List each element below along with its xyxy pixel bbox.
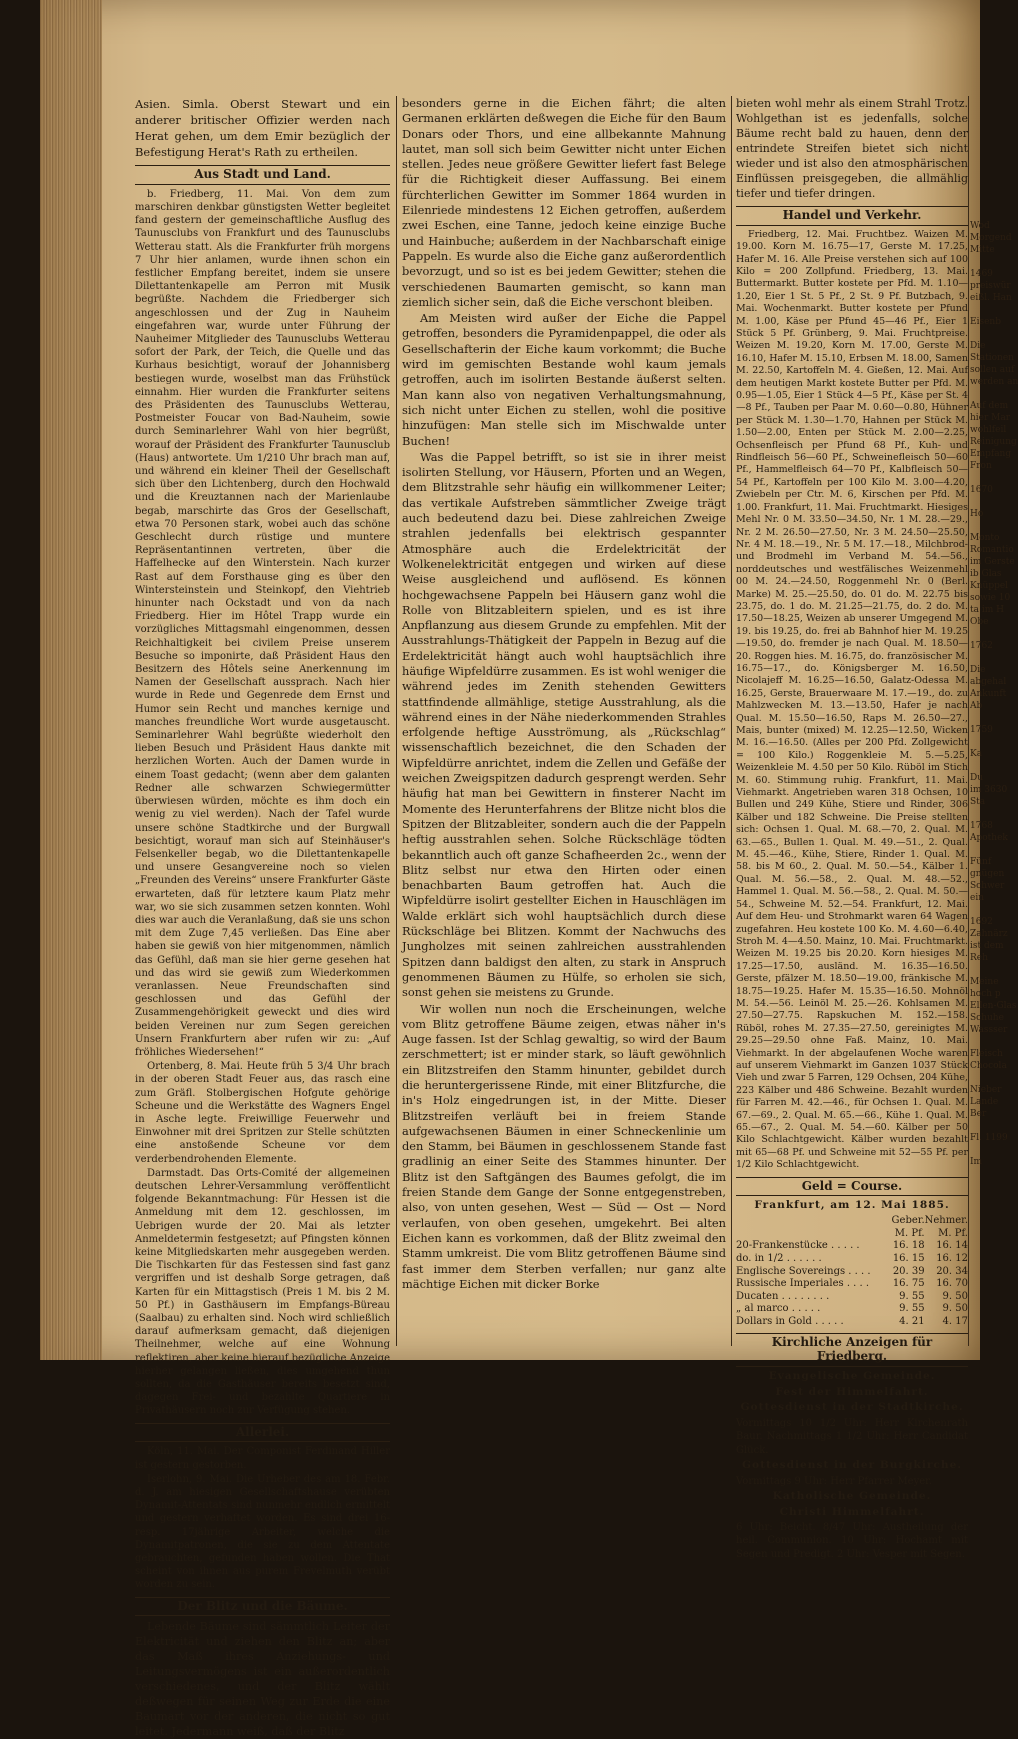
exchange-rates-table	[736, 1215, 968, 1328]
church-subheading: Evangelische Gemeinde.	[768, 1369, 936, 1382]
fragment-text	[970, 964, 992, 976]
fragment-text: Reh	[970, 953, 988, 963]
coin-name: Dollars in Gold . . . . .	[736, 1315, 844, 1327]
fragment-text: Nieber	[970, 1085, 1002, 1095]
fragment-text	[970, 256, 992, 268]
fragment-text: wohlfeil	[970, 425, 1007, 435]
fragment-text: gnügen	[970, 869, 1005, 879]
fragment-text	[970, 472, 992, 484]
fragment-text: ib Glas	[970, 569, 1002, 579]
rates-date: Frankfurt, am 12. Mai 1885.	[754, 1199, 950, 1212]
coin-name: Englische Sovereings . . . .	[736, 1265, 871, 1277]
fragment-text: Wassser	[970, 1025, 1008, 1035]
fragment-text: Zahnärz	[970, 929, 1008, 939]
service-heading: Gottesdienst in der Burgkirche.	[741, 1458, 963, 1471]
buy-rate: 16. 18	[892, 1240, 925, 1252]
fragment-text	[970, 1120, 992, 1132]
church-feast: Christi Himmelfahrt.	[779, 1505, 925, 1518]
fragment-text: Ber	[970, 1109, 987, 1119]
service-times: 6 Uhr: Beicht. 8/47 Uhr: Austheilung der heil. Communion. 10 Uhr: Hochamt mit Segen und Predigt. 2 Uhr: Vesper mit Segen.	[736, 1522, 968, 1560]
column-divider	[731, 96, 732, 1346]
service-times: Vormittags 9 Uhr: Herr Pfarrer Meyer.	[736, 1475, 933, 1487]
fragment-text: Romantio	[970, 545, 1014, 555]
service-heading: Gottesdienst in der Stadtkirche.	[740, 1401, 964, 1414]
section-heading: Handel und Verkehr.	[736, 206, 968, 226]
article-paragraph: Ortenberg, 8. Mai. Heute früh 5 3/4 Uhr brach in der oberen Stadt Feuer aus, das rasch eine zum Gräfl. Stolbergischen Hofgute gehörige Scheune und die Werkstätte des Wagners Engel in Asche legte. Freiwillige Feuerwehr und Einwohner mit drei Spritzen zur Stelle schützten eine anstoßende Scheune vor dem verderbendrohenden Elemente.	[135, 1061, 390, 1165]
column-divider	[396, 96, 397, 1346]
fragment-text: sollen auf	[970, 365, 1015, 375]
fragment-text: ta im H	[970, 605, 1004, 615]
fragment-text: Eisenb	[970, 317, 1001, 327]
fragment-text	[970, 304, 992, 316]
sell-rate: 16. 70	[936, 1278, 968, 1290]
fragment-text: Apothek	[970, 833, 1008, 843]
buy-rate: 9. 55	[899, 1290, 925, 1302]
fragment-text: Fleisch	[970, 1049, 1003, 1059]
fragment-text	[970, 1144, 992, 1156]
fragment-text	[970, 736, 992, 748]
article-paragraph: b. Friedberg, 11. Mai. Von dem zum marschiren denkbar günstigsten Wetter begleitet fand gestern der gemeinschaftliche Ausflug des Taunusclubs von Frankfurt und des Taunusclubs Wetterau statt. Als die Frankfurter früh morgens 7 Uhr hier anlamen, wurde ihnen schon ein festlicher Empfang bereitet, indem sie unsere Dilettantenkapelle am Perron mit Musik begrüßte. Nachdem die Friedberger sich angeschlossen und der Zug in Nauheim eingefahren war, wurde unter Führung der Nauheimer Mitglieder des Taunusclubs Wetterau sofort der Park, der Teich, die Quelle und das Kurhaus besichtigt, worauf der Johannisberg bestiegen wurde, woselbst man das Frühstück einnahm. Hier wurden die Frankfurter seitens des Präsidenten des Taunusclubs Wetterau, Postmeister Foucar von Bad-Nauheim, sowie durch Seminarlehrer Wahl von hier begrüßt, worauf der Präsident des Frankfurter Taunusclub (Haus) antwortete. Um 1/210 Uhr brach man auf, und während ein kleiner Theil der Gesellschaft sich über den Lichtenberg, durch den Hochwald und die Kreuztannen nach der Marienlaube begab, marschirte das Gros der Gesellschaft, etwa 70 Personen stark, wobei auch das schöne Geschlecht durch rüstige und muntere Repräsentantinnen vertreten, über die Haffelhecke auf den Winterstein. Nach kurzer Rast auf dem Forsthause ging es über den Wintersteinstein und Steinkopf, den Viehtrieb hinunter nach Ockstadt und von da nach Friedberg. Hier im Hôtel Trapp wurde ein vorzügliches Mittagsmahl eingenommen, dessen Reichhaltigkeit bei civilem Preise unserem Besuche so imponirte, daß Präsident Haus den Besitzern des Hôtels seine Anerkennung im Namen der Gesellschaft aussprach. Nach hier wurde in Rede und Gegenrede dem Ernst und Humor sein Recht und manches kernige und manches freundliche Wort wurde ausgetauscht. Seminarlehrer Wahl begrüßte wiederholt den lieben Besuch und Präsident Haus dankte mit herzlichen Worten. Auch der Damen wurde in einem Toast gedacht; (wenn aber dem galanten Redner alle schwarzen Schwiegermütter überwiesen würden, möchte es ihm doch ein wenig zu viel werden). Nach der Tafel wurde unsere schöne Stadtkirche und der Burgwall besichtigt, worauf man sich auf Steinhäuser's Felsenkeller begab, wo die Dilettantenkapelle und unsere Gesangvereine noch so vielen „Freunden des Vereins“ unsere Frankfurter Gäste erwarteten, daß für letztere kaum Platz mehr war, wo sie sich zusammen setzen konnten. Wohl dies war auch die Veranlaßung, daß sie uns schon mit dem Zuge 7,45 verließen. Das Eine aber haben sie gewiß von hier mitgenommen, nämlich das Gefühl, daß man sie hier gerne gesehen hat und das wird sie gewiß zum Wiederkommen veranlassen. Neue Freundschaften sind geschlossen und das Gefühl der Zusammengehörigkeit geweckt und dies wird beiden Vereinen nur zum Segen gereichen Unsern Frankfurtern aber rufen wir zu: „Auf fröhliches Wiedersehen!“	[135, 188, 390, 1058]
fragment-text	[970, 808, 992, 820]
fragment-text	[970, 520, 992, 532]
fragment-text: Schwer	[970, 881, 1005, 891]
next-page-edge-fragments	[970, 220, 1018, 1280]
coin-name: Russische Imperiales . . . .	[736, 1278, 870, 1290]
fragment-text: 1768	[970, 821, 993, 831]
table-unit-row	[736, 1228, 968, 1241]
column-header: Geber.	[891, 1215, 925, 1227]
buy-rate: 9. 55	[899, 1303, 925, 1315]
fragment-text: Wod	[970, 221, 990, 231]
sell-rate: 20. 34	[936, 1265, 968, 1277]
fragment-text: Ellen-Glas	[970, 1001, 1017, 1011]
column-unit: M. Pf.	[938, 1227, 968, 1239]
fragment-text: sowie 10	[970, 593, 1011, 603]
table-row	[736, 1291, 968, 1304]
fragment-text	[970, 1036, 992, 1048]
fragment-text	[970, 628, 992, 640]
fragment-text	[970, 760, 992, 772]
market-report: Friedberg, 12. Mai. Fruchtbez. Waizen M. 19.00. Korn M. 16.75—17, Gerste M. 17.25, Hafer M. 16. Alle Preise verstehen sich auf 100 Kilo = 200 Zollpfund. Friedberg, 13. Mai. Buttermarkt. Butter kostete per Pfd. M. 1.10—1.20, Eier 1 St. 5 Pf., 2 St. 9 Pf. Butzbach, 9. Mai. Wochenmarkt. Butter kostete per Pfund M. 1.00, Käse per Pfund 45—46 Pf., Eier 1 Stück 5 Pf. Grünberg, 9. Mai. Fruchtpreise. Weizen M. 19.20, Korn M. 17.00, Gerste M. 16.10, Hafer M. 15.10, Erbsen M. 18.00, Samen M. 22.50, Kartoffeln M. 4. Gießen, 12. Mai. Auf dem heutigen Markt kostete Butter per Pfd. M. 0.95—1.05, Eier 1 Stück 4—5 Pf., Käse per St. 4—8 Pf., Tauben per Paar M. 0.60—0.80, Hühner per Stück M. 1.30—1.70, Hahnen per Stück M. 1.50—2.00, Enten per Stück M. 2.00—2.25, Ochsenfleisch per Pfund 68 Pf., Kuh- und Rindfleisch 56—60 Pf., Schweinefleisch 50—60 Pf., Hammelfleisch 64—70 Pf., Kalbfleisch 50—54 Pf., Kartoffeln per 100 Kilo M. 3.00—4.20, Zwiebeln per Ctr. M. 6, Kirschen per Pfd. M. 1.00. Frankfurt, 11. Mai. Fruchtmarkt. Hiesiges Mehl Nr. 0 M. 33.50—34.50, Nr. 1 M. 28.—29., Nr. 2 M. 26.50—27.50, Nr. 3 M. 24.50—25.50, Nr. 4 M. 18.—19., Nr. 5 M. 17.—18., Milchbrod- und Brodmehl im Verband M. 54.—56., norddeutsches und westfälisches Weizenmehl 00 M. 24.—24.50, Roggenmehl Nr. 0 (Berl. Marke) M. 25.—25.50, do. 01 do. M. 22.75 bis 23.75, do. 1 do. M. 21.25—21.75, do. 2 do. M. 17.50—18.25, Weizen ab unserer Umgegend M. 19. bis 19.25, do. frei ab Bahnhof hier M. 19.25—19.50, do. fremder je nach Qual. M. 18.50—20. Roggen hies. M. 16.75, do. französischer M. 16.75—17., do. Königsberger M. 16.50, Nicolajeff M. 16.25—16.50, Galatz-Odessa M. 16.25, Gerste, Brauerwaare M. 17.—19., do. zu Mahlzwecken M. 13.—13.50, Hafer je nach Qual. M. 15.50—16.50, Raps M. 26.50—27., Mais, bunter (mixed) M. 12.25—12.50, Wicken M. 16.—16.50. (Alles per 200 Pfd. Zollgewicht = 100 Kilo.) Roggenkleie M. 5.—5.25, Weizenkleie M. 4.50 per 50 Kilo. Rüböl im Stich M. 60. Stimmung ruhig. Frankfurt, 11. Mai. Viehmarkt. Angetrieben waren 318 Ochsen, 10 Bullen und 249 Kühe, Stiere und Rinder, 306 Kälber und 182 Schweine. Die Preise stellten sich: Ochsen 1. Qual. M. 68.—70, 2. Qual. M. 63.—65., Bullen 1. Qual. M. 49.—51., 2. Qual. M. 45.—46., Kühe, Stiere, Rinder 1. Qual. M. 58. bis M 60., 2. Qual. M. 50.—54., Kälber 1. Qual. M. 56.—58., 2. Qual. M. 48.—52., Hammel 1. Qual. M. 56.—58., 2. Qual. M. 50.—54., Schweine M. 52.—54. Frankfurt, 12. Mai. Auf dem Heu- und Strohmarkt waren 64 Wagen zugefahren. Heu kostete 100 Ko. M. 4.60—6.40, Stroh M. 4—4.50. Mainz, 10. Mai. Fruchtmarkt. Weizen M. 19.25 bis 20.20. Korn hiesiges M. 17.25—17.50, ausländ. M. 16.35—16.50. Gerste, pfälzer M. 18.50—19.00, fränkische M. 18.75—19.25. Hafer M. 15.35—16.50. Mohnöl M. 54.—56. Leinöl M. 25.—26. Kohlsamen M. 27.50—27.75. Rapskuchen M. 152.—158. Rüböl, rohes M. 27.35—27.50, gereinigtes M. 29.25—29.50 ohne Faß. Mainz, 10. Mai. Viehmarkt. In der abgelaufenen Woche waren auf unserem Viehmarkt im Ganzen 1037 Stück Vieh und zwar 5 Farren, 129 Ochsen, 204 Kühe, 223 Kälber und 486 Schweine. Bezahlt wurden für Farren M. 42.—46., für Ochsen 1. Qual. M. 67.—69., 2. Qual. M. 65.—66., Kühe 1. Qual. M. 65.—67., 2. Qual. M. 54.—60. Kälber per 50 Kilo Schlachtgewicht. Kälber wurden bezahlt mit 65—68 Pf. und Schweine mit 52—55 Pf. per 1/2 Kilo Schlachtgewicht.	[736, 228, 969, 1171]
fragment-text: abgehal	[970, 677, 1007, 687]
column-3	[736, 96, 969, 1560]
sell-rate: 9. 50	[942, 1290, 968, 1302]
fragment-text: Lande	[970, 1097, 999, 1107]
section-heading: Allerlei.	[135, 1423, 390, 1443]
fragment-text	[970, 388, 992, 400]
sell-rate: 16. 14	[936, 1240, 968, 1252]
section-heading: Geld = Course.	[736, 1177, 968, 1197]
section-heading: Der Blitz und die Bäume.	[135, 1597, 390, 1617]
table-row	[736, 1316, 968, 1329]
table-row	[736, 1266, 968, 1279]
fragment-text	[970, 904, 992, 916]
fragment-text: Die	[970, 665, 986, 675]
fragment-text: Monto	[970, 533, 1000, 543]
article-lead: bieten wohl mehr als einem Strahl Trotz. Wohlgethan ist es jedenfalls, solche Bäume recht bald zu hauen, denn der entrindete Streifen bietet sich nicht wieder und ist also den atmosphärischen Einflüssen preisgegeben, die allmählig tiefer und tiefer dringen.	[736, 97, 968, 200]
fragment-text: 1762	[970, 641, 993, 651]
column-unit: M. Pf.	[894, 1227, 925, 1239]
fragment-text	[970, 652, 992, 664]
article-lead: Asien. Simla. Oberst Stewart und ein anderer britischer Offizier werden nach Herat gehen, um dem Emir bezüglich der Befestigung Herat's Rath zu ertheilen.	[135, 97, 390, 159]
fragment-text: Ka	[970, 749, 983, 759]
book-binding	[40, 0, 102, 1360]
fragment-text: Ho	[970, 509, 984, 519]
fragment-text: preiswür	[970, 281, 1011, 291]
article-paragraph: Darmstadt. Das Orts-Comité der allgemeinen deutschen Lehrer-Versammlung veröffentlicht folgende Bekanntmachung: Für Hessen ist die Anmeldung mit dem 12. geschlossen, im Uebrigen wurde der 20. Mai als letzter Anmeldetermin festgesetzt; auf Pfingsten können keine Mitgliedskarten mehr ausgegeben werden. Die Tischkarten für das Festessen sind fast ganz vergriffen und ist deshalb Sorge getragen, daß Karten für ein Mittagstisch (Preis 1 M. bis 2 M. 50 Pf.) in Gasthäusern im Empfangs-Büreau (Saalbau) zu erhalten sind. Noch wird schließlich darauf aufmerksam gemacht, daß diejenigen Theilnehmer, welche auf eine Wohnung reflektiren, aber keine hierauf bezügliche Anzeige hierher gelangen ließen, dies umgehend thun sollten, da die Gasthäuser bereits besetzt sind, dagegen Frei- und bezahlte Quartiere in Privathäusern noch zur Verfügung stehen.	[135, 1167, 390, 1417]
article-paragraph: besonders gerne in die Eichen fährt; die alten Germanen erklärten deßwegen die Eiche für den Baum Donars oder Thors, und eine allbekannte Mahnung lautet, man soll sich beim Gewitter nicht unter Eichen stellen. Jedes neue größere Gewitter liefert fast Belege für die Richtigkeit dieser Auffassung. Bei einem fürchterlichen Gewitter im Sommer 1864 wurden in Eilenriede mindestens 12 Eichen getroffen, außerdem zwei Eschen, eine Tanne, jedoch keine einzige Buche und Hainbuche; außerdem in der Nachbarschaft einige Pappeln. Es wurde also die Eiche ganz außerordentlich bevorzugt, und so ist es bei jedem Gewitter; stehen die verschiedenen Baumarten gemischt, so kann man ziemlich sicher sein, daß die Eiche verschont bleiben.	[402, 96, 726, 309]
fragment-text: hier Mar	[970, 413, 1011, 423]
fragment-text: Im	[970, 1157, 983, 1167]
fragment-text	[970, 328, 992, 340]
column-2	[402, 96, 726, 1346]
fragment-text: im Gerste	[970, 557, 1015, 567]
fragment-text: 1469	[970, 269, 993, 279]
sell-rate: 9. 50	[942, 1303, 968, 1315]
fragment-text: Auf dem	[970, 401, 1009, 411]
fragment-text	[970, 1072, 992, 1084]
fragment-text: Meine	[970, 977, 999, 987]
church-feast: Fest der Himmelfahrt.	[775, 1385, 929, 1398]
column-divider	[968, 96, 969, 1346]
table-row	[736, 1253, 968, 1266]
fragment-text: hoch p	[970, 989, 1001, 999]
table-row	[736, 1278, 968, 1291]
fragment-text: Reinigung	[970, 437, 1017, 447]
sell-rate: 4. 17	[942, 1315, 968, 1327]
fragment-text: Ab	[970, 701, 983, 711]
column-1	[135, 96, 390, 1739]
buy-rate: 4. 21	[899, 1315, 925, 1327]
fragment-text: Obe	[970, 617, 989, 627]
buy-rate: 20. 39	[892, 1265, 925, 1277]
fragment-text: Mitte	[970, 245, 995, 255]
article-paragraph: Iserlohn, 9. Mai. Die Urheber des am 18. Febr. d. J. am hiesigen Gesellschaftshause verübten Dynamit-Attentats sind nunmehr endlich ermittelt und gestern verhaftet worden. Es sind drei 16- resp. 17jährige Arbeiter, welche die Dynamitpatronen, die sie zu dem Attentate gebrauchten, gefunden haben wollen. Die That scheint von ihnen aus purem Frevelmuth verübt worden zu sein.	[135, 1473, 390, 1591]
fragment-text: Sta	[970, 797, 986, 807]
fragment-text: Empfang	[970, 449, 1012, 459]
article-paragraph: Was die Pappel betrifft, so ist sie in ihrer meist isolirten Stellung, vor Häusern, Pforten und an Wegen, dem Blitzstrahle sehr häufig ein willkommener Leiter; das vertikale Aufstreben sämmtlicher Zweige trägt auch bedeutend dazu bei. Diese zahlreichen Zweige strahlen jedenfalls bei elektrisch gespannter Atmosphäre auch die Erdelektricität der Wolkenelektricität entgegen und wirken auf diese Weise ausgleichend und auflösend. Es können hochgewachsene Pappeln bei Häusern ganz wohl die Rolle von Blitzableitern spielen, und es ist ihre Anpflanzung aus diesem Grunde zu empfehlen. Mit der Ausstrahlungs-Thätigkeit der Pappeln in Bezug auf die Erdelektricität hängt auch wohl hauptsächlich ihre häufige Wipfeldürre zusammen. Es ist wohl weniger die während jedes im Zenith stehenden Gewitters stattfindende allmählige, stetige Ausstrahlung, als die während eines in der Nähe niederkommenden Strahles erfolgende heftige Ausströmung, als „Rückschlag“ wissenschaftlich bezeichnet, die den Schaden der Wipfeldürre anrichtet, indem die Zellen und Gefäße der weichen Zweigspitzen dadurch gesprengt werden. Sehr häufig hat man bei Gewittern in finsterer Nacht im Momente des Herunterfahrens der Blitze nicht blos die Spitzen der Blitzableiter, sondern auch die der Pappeln heftig ausstrahlen sehen. Solche Rückschläge tödten bekanntlich auch oft ganze Schafheerden 2c., wenn der Blitz selbst nur etwa den Hirten oder einen benachbarten Baum getroffen hat. Auch die Wipfeldürre isolirt gestellter Eichen in Hauschlägen im Walde erklärt sich wohl hauptsächlich durch diese Rückschläge bei Blitzen. Kommt der Nachwuchs des Jungholzes mit seinen zahlreichen ausstrahlenden Spitzen dann baldigst den alten, zu stark in Anspruch genommenen Bäumen zu Hülfe, so erholen sie sich, sonst gehen sie meistens zu Grunde.	[402, 449, 726, 1000]
fragment-text: Schuhe	[970, 1013, 1004, 1023]
fragment-text	[970, 844, 992, 856]
fragment-text: Fl. 1199	[970, 1133, 1008, 1143]
coin-name: Ducaten . . . . . . . .	[736, 1290, 830, 1302]
buy-rate: 16. 15	[892, 1252, 925, 1264]
column-header: Nehmer.	[924, 1215, 968, 1227]
fragment-text: Stationen	[970, 353, 1014, 363]
fragment-text: werden an	[970, 377, 1018, 387]
fragment-text: 1670	[970, 485, 993, 495]
fragment-text: Knüppel	[970, 581, 1009, 591]
fragment-text: ist dem	[970, 941, 1004, 951]
table-row	[736, 1240, 968, 1253]
fragment-text: ein	[970, 893, 985, 903]
church-subheading: Katholische Gemeinde.	[772, 1489, 932, 1502]
fragment-text: Du	[970, 773, 984, 783]
table-header-row	[736, 1215, 968, 1228]
fragment-text: Morgend	[970, 233, 1012, 243]
coin-name: „ al marco . . . . .	[736, 1303, 821, 1315]
article-paragraph: Lebende Bäume sind sämmtlich Leiter der Elektricität und ziehen den Blitz an; aber das Maß ihres Anziehungs- und Leitungsvermögens ist ein außerordentlich verschiedenes, und der Blitz wählt deßwegen für seinen Weg zur Erde die eine Baumart vor der anderen, die nicht so gut leitet. Jedermann weiß, daß der Blitz	[135, 1620, 390, 1739]
coin-name: do. in 1/2 . . . . . .	[736, 1252, 822, 1264]
section-heading: Aus Stadt und Land.	[135, 165, 390, 185]
fragment-text: 1692	[970, 917, 993, 927]
fragment-text: Chocola	[970, 1061, 1007, 1071]
fragment-text: eißl. Han	[970, 293, 1012, 303]
fragment-text: Die	[970, 341, 986, 351]
coin-name: 20-Frankenstücke . . . . .	[736, 1240, 860, 1252]
fragment-text	[970, 712, 992, 724]
fragment-text: Fünf	[970, 857, 992, 867]
table-row	[736, 1303, 968, 1316]
section-heading: Kirchliche Anzeigen für Friedberg.	[736, 1333, 968, 1367]
sell-rate: 16. 12	[936, 1252, 968, 1264]
article-paragraph: Köln, 11. Mai. Der Componist Ferdinand Hiller ist gestern gestorben.	[135, 1446, 390, 1471]
fragment-text: Ankunft	[970, 689, 1007, 699]
article-paragraph: Wir wollen nun noch die Erscheinungen, welche vom Blitz getroffene Bäume zeigen, etwas näher in's Auge fassen. Ist der Schlag gewaltig, so wird der Baum zerschmettert; ist er minder stark, so läuft gewöhnlich ein Blitzstreifen den Stamm hinunter, gebildet durch die heruntergerissene Rinde, mit einer Blitzfurche, die in's Holz eingedrungen ist, in der Mitte. Dieser Blitzstreifen verläuft bei in freiem Stande aufgewachsenen Bäumen in einer Schneckenlinie um den Stamm, bei Bäumen in geschlossenem Stande fast gradlinig an einer Seite des Stammes hinunter. Der Blitz ist den Saftgängen des Baumes gefolgt, die im freien Stande dem Gange der Sonne entgegenstreben, also, von unten gesehen, West — Süd — Ost — Nord verlaufen, von oben gesehen, umgekehrt. Bei alten Eichen kann es vorkommen, daß der Blitz zweimal den Stamm umkreist. Die vom Blitz getroffenen Bäume sind fast immer dem Sterben verfallen; nur ganz alte mächtige Eichen mit dicker Borke	[402, 1001, 726, 1291]
service-times: Vormittags 10 1/2 Uhr: Herr Kirchenrath Baur. Nachmittags 1 1/2 Uhr: Herr Candidat Glück.	[736, 1418, 968, 1456]
buy-rate: 16. 75	[892, 1278, 925, 1290]
fragment-text: im 3630	[970, 785, 1008, 795]
fragment-text	[970, 496, 992, 508]
fragment-text: 1759	[970, 725, 993, 735]
fragment-text: Fron	[970, 461, 992, 471]
article-paragraph: Am Meisten wird außer der Eiche die Pappel getroffen, besonders die Pyramidenpappel, die oder als Gesellschafterin der Eiche kaum vorkommt; die Buche wird im gemischten Bestande wohl kaum jemals getroffen, auch im isolirten Bestande äußerst selten. Man kann also von negativen Verhaltungsmahnung, sich nicht unter Eichen zu stellen, wohl die positive hinzufügen: Man stelle sich im Mischwalde unter Buchen!	[402, 311, 726, 448]
